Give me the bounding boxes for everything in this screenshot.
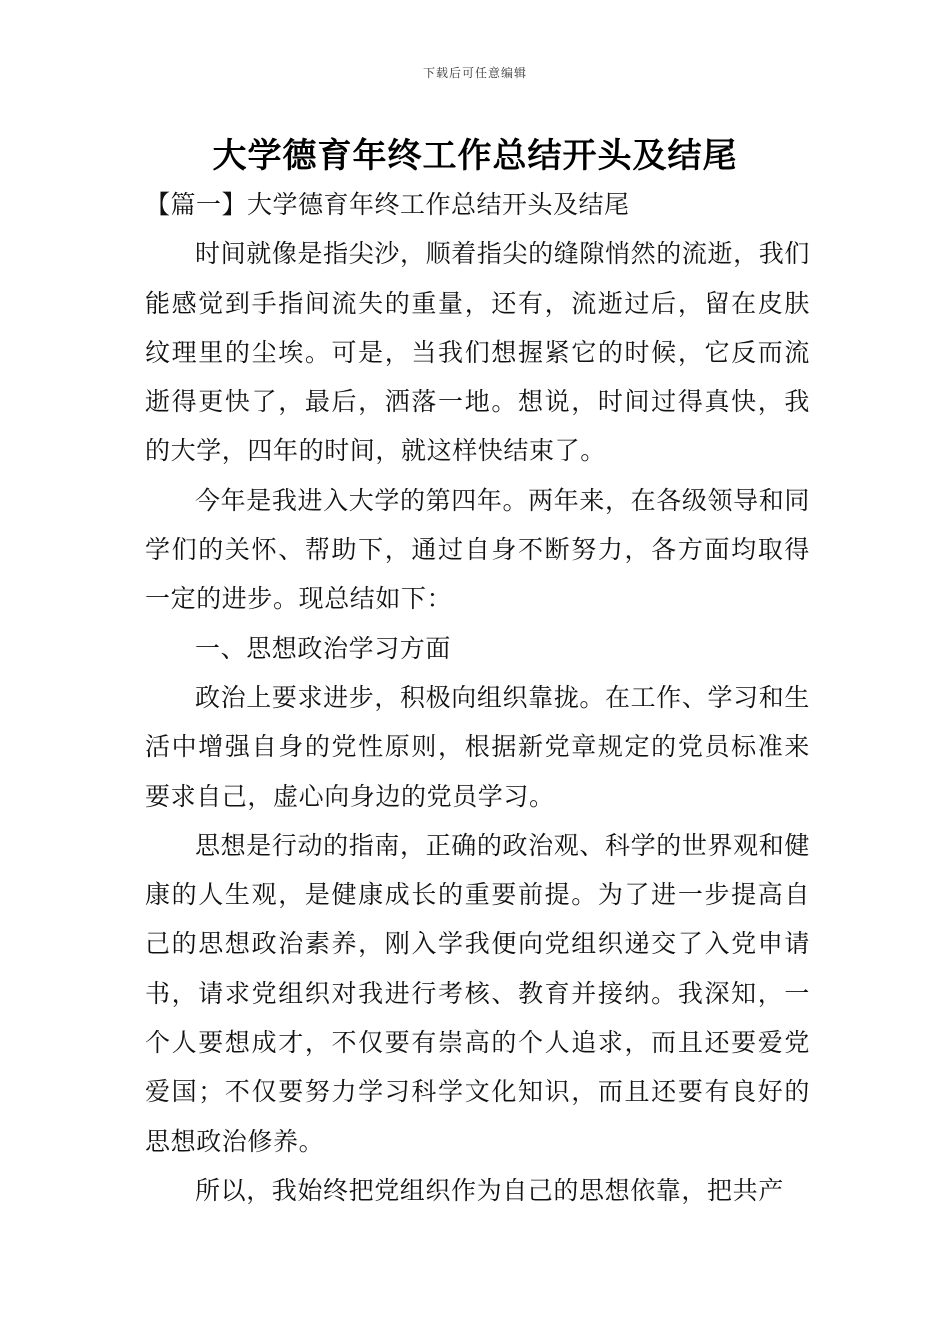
paragraph-4: 思想是行动的指南，正确的政治观、科学的世界观和健康的人生观，是健康成长的重要前提。为了进一步提高自己的思想政治素养，刚入学我便向党组织递交了入党申请书，请求党组织对我进行考核、教育并接纳。我深知，一个人要想成才，不仅要有崇高的个人追求，而且还要爱党爱国；不仅要努力学习科学文化知识，而且还要有良好的思想政治修养。 [145, 830, 810, 1156]
paragraph-3: 政治上要求进步，积极向组织靠拢。在工作、学习和生活中增强自身的党性原则，根据新党章规定的党员标准来要求自己，虚心向身边的党员学习。 [145, 682, 810, 811]
paragraph-2: 今年是我进入大学的第四年。两年来，在各级领导和同学们的关怀、帮助下，通过自身不断努力，各方面均取得一定的进步。现总结如下： [145, 485, 810, 614]
paragraph-5: 所以，我始终把党组织作为自己的思想依靠，把共产 [195, 1175, 784, 1205]
document-body [145, 180, 810, 1215]
paragraph-1: 时间就像是指尖沙，顺着指尖的缝隙悄然的流逝，我们能感觉到手指间流失的重量，还有，流逝过后，留在皮肤纹理里的尘埃。可是，当我们想握紧它的时候，它反而流逝得更快了，最后，洒落一地。想说，时间过得真快，我的大学，四年的时间，就这样快结束了。 [145, 239, 810, 466]
section-heading: 一、思想政治学习方面 [195, 633, 452, 663]
section-subtitle: 【篇一】大学德育年终工作总结开头及结尾 [145, 190, 630, 219]
document-title: 大学德育年终工作总结开头及结尾 [212, 136, 738, 176]
header-note: 下载后可任意编辑 [422, 66, 527, 80]
